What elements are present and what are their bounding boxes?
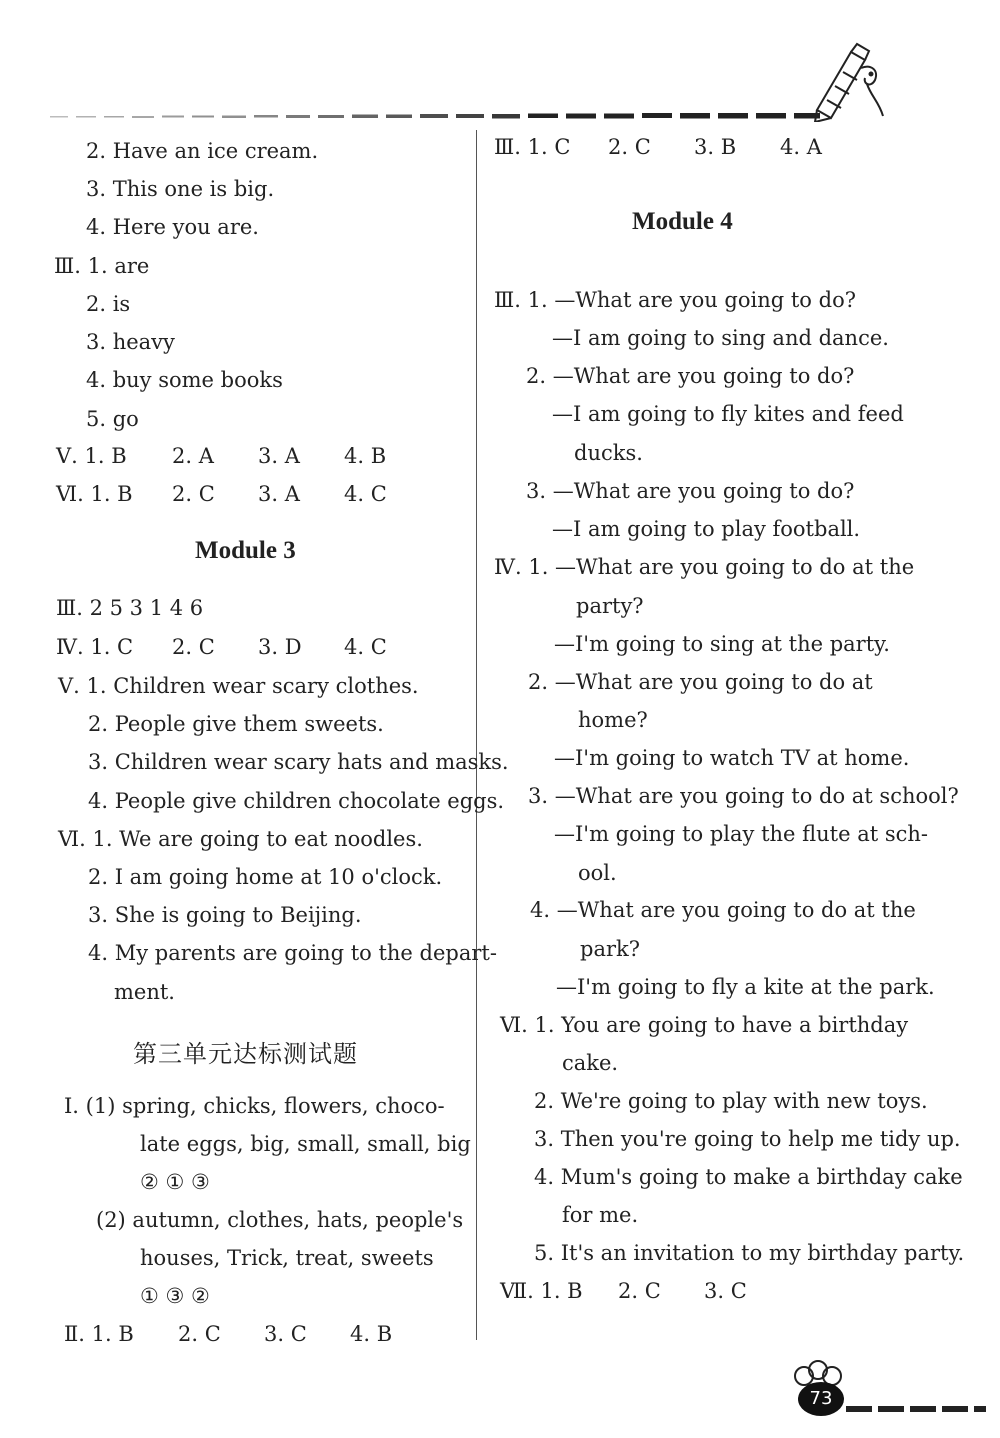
answer-line: ① ③ ② — [140, 1284, 210, 1308]
answer-line: Ⅴ. 1. B — [56, 444, 127, 468]
answer-line: —I'm going to watch TV at home. — [554, 746, 910, 770]
answer-line: 4. Here you are. — [86, 215, 259, 239]
page-footer — [780, 1352, 990, 1422]
answer-line: (2) autumn, clothes, hats, people's — [96, 1208, 464, 1232]
answer-line: Ⅵ. 1. You are going to have a birthday — [500, 1013, 909, 1037]
answer-line: for me. — [562, 1203, 639, 1227]
answer-line: 2. —What are you going to do? — [526, 364, 855, 388]
answer-line: Ⅲ. 2 5 3 1 4 6 — [56, 596, 204, 620]
answer-line: houses, Trick, treat, sweets — [140, 1246, 434, 1270]
answer-line: Ⅶ. 1. B — [500, 1279, 583, 1303]
answer-line: 4. buy some books — [86, 368, 283, 392]
page-number: 73 — [798, 1382, 844, 1416]
answer-line: ducks. — [574, 441, 643, 465]
answer-item: 3. A — [258, 444, 300, 468]
answer-line: Ⅳ. 1. —What are you going to do at the — [494, 555, 915, 579]
answer-line: Ⅴ. 1. Children wear scary clothes. — [58, 674, 419, 698]
answer-item: 2. C — [172, 635, 215, 659]
answer-item: 2. A — [172, 444, 214, 468]
answer-line: —I am going to play football. — [552, 517, 861, 541]
answer-line: 3. Children wear scary hats and masks. — [88, 750, 509, 774]
answer-line: 4. People give children chocolate eggs. — [88, 789, 505, 813]
answer-line: 3. heavy — [86, 330, 175, 354]
answer-line: ool. — [578, 861, 617, 885]
answer-line: ② ① ③ — [140, 1170, 210, 1194]
answer-line: Ⅲ. 1. C — [494, 135, 571, 159]
answer-line: —I'm going to fly a kite at the park. — [556, 975, 935, 999]
answer-line: 5. It's an invitation to my birthday party. — [534, 1241, 965, 1265]
answer-line: —I'm going to play the flute at sch- — [554, 822, 929, 846]
answer-line: 3. —What are you going to do at school? — [528, 784, 959, 808]
answer-line: Ⅳ. 1. C — [56, 635, 134, 659]
answer-item: 3. D — [258, 635, 302, 659]
answer-line: 5. go — [86, 407, 139, 431]
answer-line: 2. People give them sweets. — [88, 712, 384, 736]
answer-line: 3. —What are you going to do? — [526, 479, 855, 503]
answer-line: 2. is — [86, 292, 131, 316]
answer-line: 4. My parents are going to the depart- — [88, 941, 497, 965]
answer-line: ment. — [114, 980, 175, 1004]
answer-line: Ⅲ. 1. —What are you going to do? — [494, 288, 856, 312]
answer-item: 4. C — [344, 482, 387, 506]
answer-line: party? — [576, 594, 644, 618]
answer-item: 2. C — [618, 1279, 661, 1303]
answer-item: 4. A — [780, 135, 822, 159]
answer-item: 4. B — [344, 444, 387, 468]
answer-line: 2. —What are you going to do at — [528, 670, 873, 694]
answer-line: —I am going to sing and dance. — [552, 326, 889, 350]
answer-line: 3. Then you're going to help me tidy up. — [534, 1127, 961, 1151]
footer-dash-line — [846, 1404, 986, 1414]
answer-line: Ⅱ. 1. B — [64, 1322, 134, 1346]
pencil-icon — [805, 40, 885, 122]
answer-line: 4. —What are you going to do at the — [530, 898, 916, 922]
answer-line: —I'm going to sing at the party. — [554, 632, 890, 656]
answer-line: home? — [578, 708, 648, 732]
answer-line: Ⅵ. 1. We are going to eat noodles. — [58, 827, 423, 851]
answer-line: Ⅰ. (1) spring, chicks, flowers, choco- — [64, 1094, 445, 1118]
answer-line: Ⅲ. 1. are — [54, 254, 150, 278]
column-divider — [476, 130, 477, 1340]
answer-item: 2. C — [172, 482, 215, 506]
answer-line: 3. She is going to Beijing. — [88, 903, 362, 927]
answer-line: park? — [580, 937, 640, 961]
answer-item: 3. C — [264, 1322, 307, 1346]
answer-line: 4. Mum's going to make a birthday cake — [534, 1165, 963, 1189]
answer-line: —I am going to fly kites and feed — [552, 402, 904, 426]
answer-line: 2. Have an ice cream. — [86, 139, 319, 163]
answer-item: 2. C — [178, 1322, 221, 1346]
answer-line: 2. I am going home at 10 o'clock. — [88, 865, 443, 889]
answer-item: 3. A — [258, 482, 300, 506]
answer-line: cake. — [562, 1051, 619, 1075]
module4-heading: Module 4 — [632, 208, 733, 235]
answer-line: late eggs, big, small, small, big — [140, 1132, 471, 1156]
unit-test-heading: 第三单元达标测试题 — [133, 1040, 358, 1068]
answer-line: 2. We're going to play with new toys. — [534, 1089, 928, 1113]
answer-item: 4. C — [344, 635, 387, 659]
answer-item: 3. B — [694, 135, 737, 159]
module3-heading: Module 3 — [195, 537, 296, 564]
answer-item: 3. C — [704, 1279, 747, 1303]
answer-item: 2. C — [608, 135, 651, 159]
header-dash-line — [50, 111, 820, 121]
answer-line: Ⅵ. 1. B — [56, 482, 133, 506]
answer-item: 4. B — [350, 1322, 393, 1346]
answer-line: 3. This one is big. — [86, 177, 275, 201]
